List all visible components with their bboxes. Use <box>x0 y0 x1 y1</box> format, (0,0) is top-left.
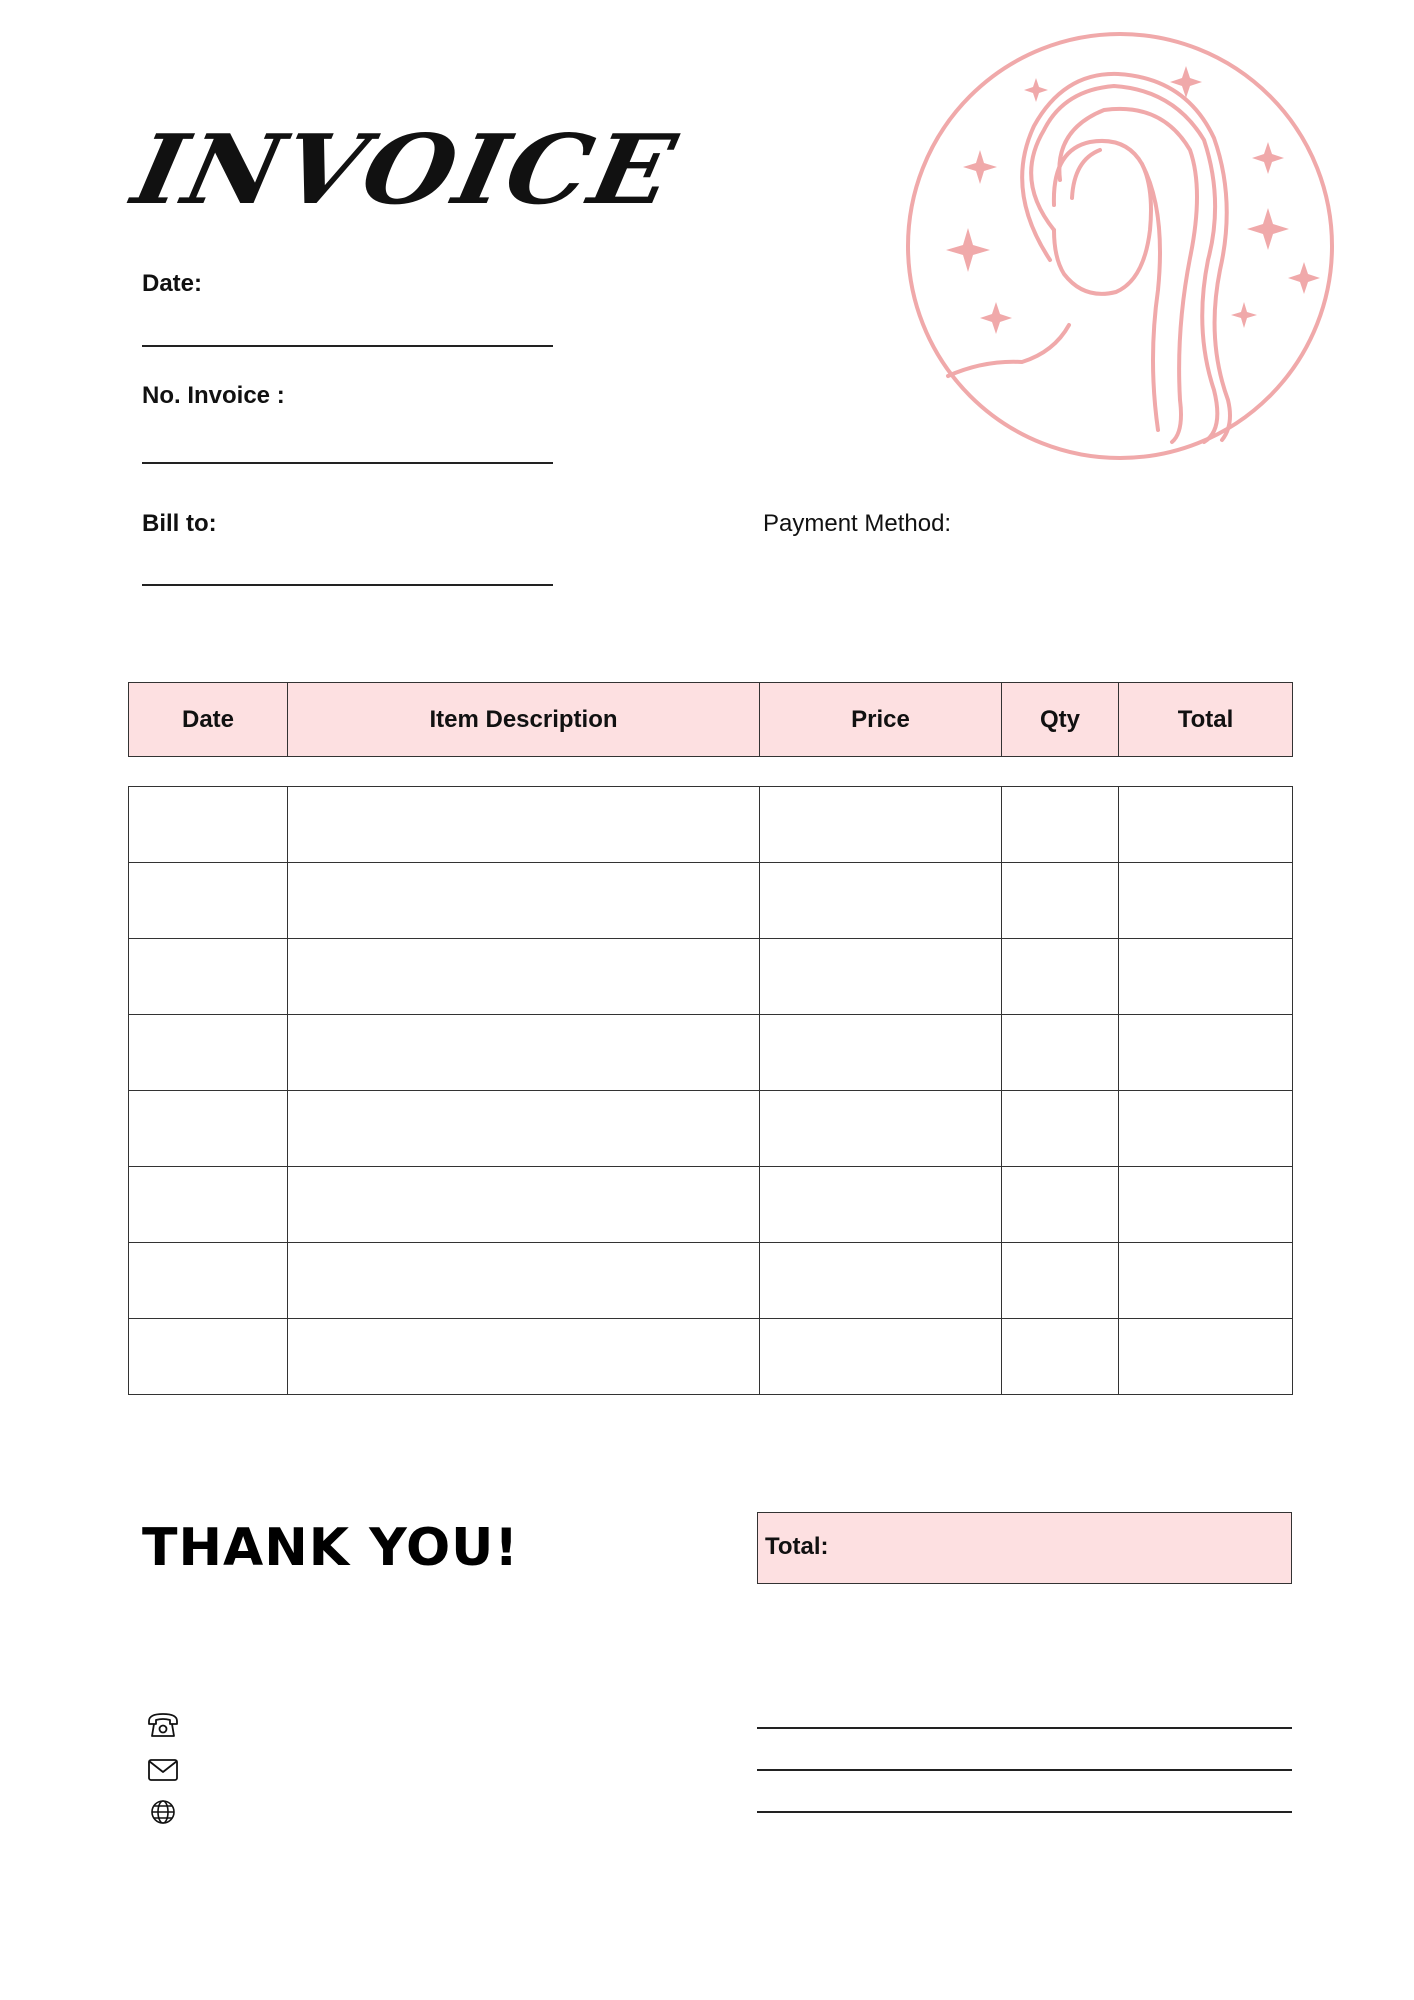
cell-total[interactable] <box>1119 1319 1293 1395</box>
cell-qty[interactable] <box>1002 863 1119 939</box>
column-header-qty: Qty <box>1002 683 1119 757</box>
cell-total[interactable] <box>1119 1091 1293 1167</box>
total-label: Total: <box>765 1533 829 1560</box>
cell-date[interactable] <box>129 1319 288 1395</box>
contact-email-line[interactable] <box>757 1769 1292 1771</box>
contact-phone-line[interactable] <box>757 1727 1292 1729</box>
cell-item-description[interactable] <box>288 1319 760 1395</box>
table-row <box>129 1167 1293 1243</box>
cell-date[interactable] <box>129 863 288 939</box>
payment-method-label: Payment Method: <box>763 510 952 537</box>
cell-price[interactable] <box>760 1319 1002 1395</box>
woman-portrait-illustration <box>904 30 1336 462</box>
globe-icon <box>146 1797 180 1827</box>
cell-date[interactable] <box>129 787 288 863</box>
cell-date[interactable] <box>129 1167 288 1243</box>
items-table-header <box>128 682 1293 757</box>
cell-total[interactable] <box>1119 863 1293 939</box>
cell-total[interactable] <box>1119 1167 1293 1243</box>
column-header-date: Date <box>129 683 288 757</box>
table-row <box>129 1319 1293 1395</box>
table-row <box>129 787 1293 863</box>
cell-item-description[interactable] <box>288 1015 760 1091</box>
thank-you-heading: THANK YOU! <box>142 1518 520 1578</box>
cell-qty[interactable] <box>1002 939 1119 1015</box>
portrait-sparkles <box>946 66 1320 334</box>
table-row <box>129 939 1293 1015</box>
cell-item-description[interactable] <box>288 1091 760 1167</box>
items-table-body <box>128 786 1293 1395</box>
cell-price[interactable] <box>760 863 1002 939</box>
table-row <box>129 1015 1293 1091</box>
cell-total[interactable] <box>1119 1243 1293 1319</box>
cell-qty[interactable] <box>1002 787 1119 863</box>
cell-price[interactable] <box>760 1167 1002 1243</box>
cell-item-description[interactable] <box>288 1243 760 1319</box>
phone-icon <box>146 1710 180 1740</box>
cell-qty[interactable] <box>1002 1091 1119 1167</box>
cell-qty[interactable] <box>1002 1319 1119 1395</box>
table-row <box>129 863 1293 939</box>
bill-to-line[interactable] <box>142 584 553 586</box>
cell-qty[interactable] <box>1002 1167 1119 1243</box>
total-box[interactable] <box>757 1512 1292 1584</box>
contact-website-line[interactable] <box>757 1811 1292 1813</box>
cell-price[interactable] <box>760 787 1002 863</box>
mail-icon <box>146 1755 180 1785</box>
cell-item-description[interactable] <box>288 787 760 863</box>
invoice-number-label: No. Invoice : <box>142 382 285 409</box>
invoice-number-line[interactable] <box>142 462 553 464</box>
portrait-face <box>1054 141 1151 294</box>
column-header-total: Total <box>1119 683 1293 757</box>
cell-qty[interactable] <box>1002 1243 1119 1319</box>
cell-date[interactable] <box>129 939 288 1015</box>
cell-price[interactable] <box>760 1015 1002 1091</box>
column-header-price: Price <box>760 683 1002 757</box>
cell-total[interactable] <box>1119 1015 1293 1091</box>
table-row <box>129 1091 1293 1167</box>
column-header-item-description: Item Description <box>288 683 760 757</box>
cell-item-description[interactable] <box>288 1167 760 1243</box>
date-line[interactable] <box>142 345 553 347</box>
cell-date[interactable] <box>129 1091 288 1167</box>
cell-date[interactable] <box>129 1015 288 1091</box>
bill-to-label: Bill to: <box>142 510 217 537</box>
table-row <box>129 1243 1293 1319</box>
cell-total[interactable] <box>1119 939 1293 1015</box>
cell-price[interactable] <box>760 1091 1002 1167</box>
date-label: Date: <box>142 270 203 297</box>
portrait-shoulder <box>948 325 1069 376</box>
cell-price[interactable] <box>760 1243 1002 1319</box>
cell-price[interactable] <box>760 939 1002 1015</box>
cell-date[interactable] <box>129 1243 288 1319</box>
cell-item-description[interactable] <box>288 939 760 1015</box>
invoice-title: INVOICE <box>124 112 686 227</box>
cell-qty[interactable] <box>1002 1015 1119 1091</box>
cell-total[interactable] <box>1119 787 1293 863</box>
cell-item-description[interactable] <box>288 863 760 939</box>
